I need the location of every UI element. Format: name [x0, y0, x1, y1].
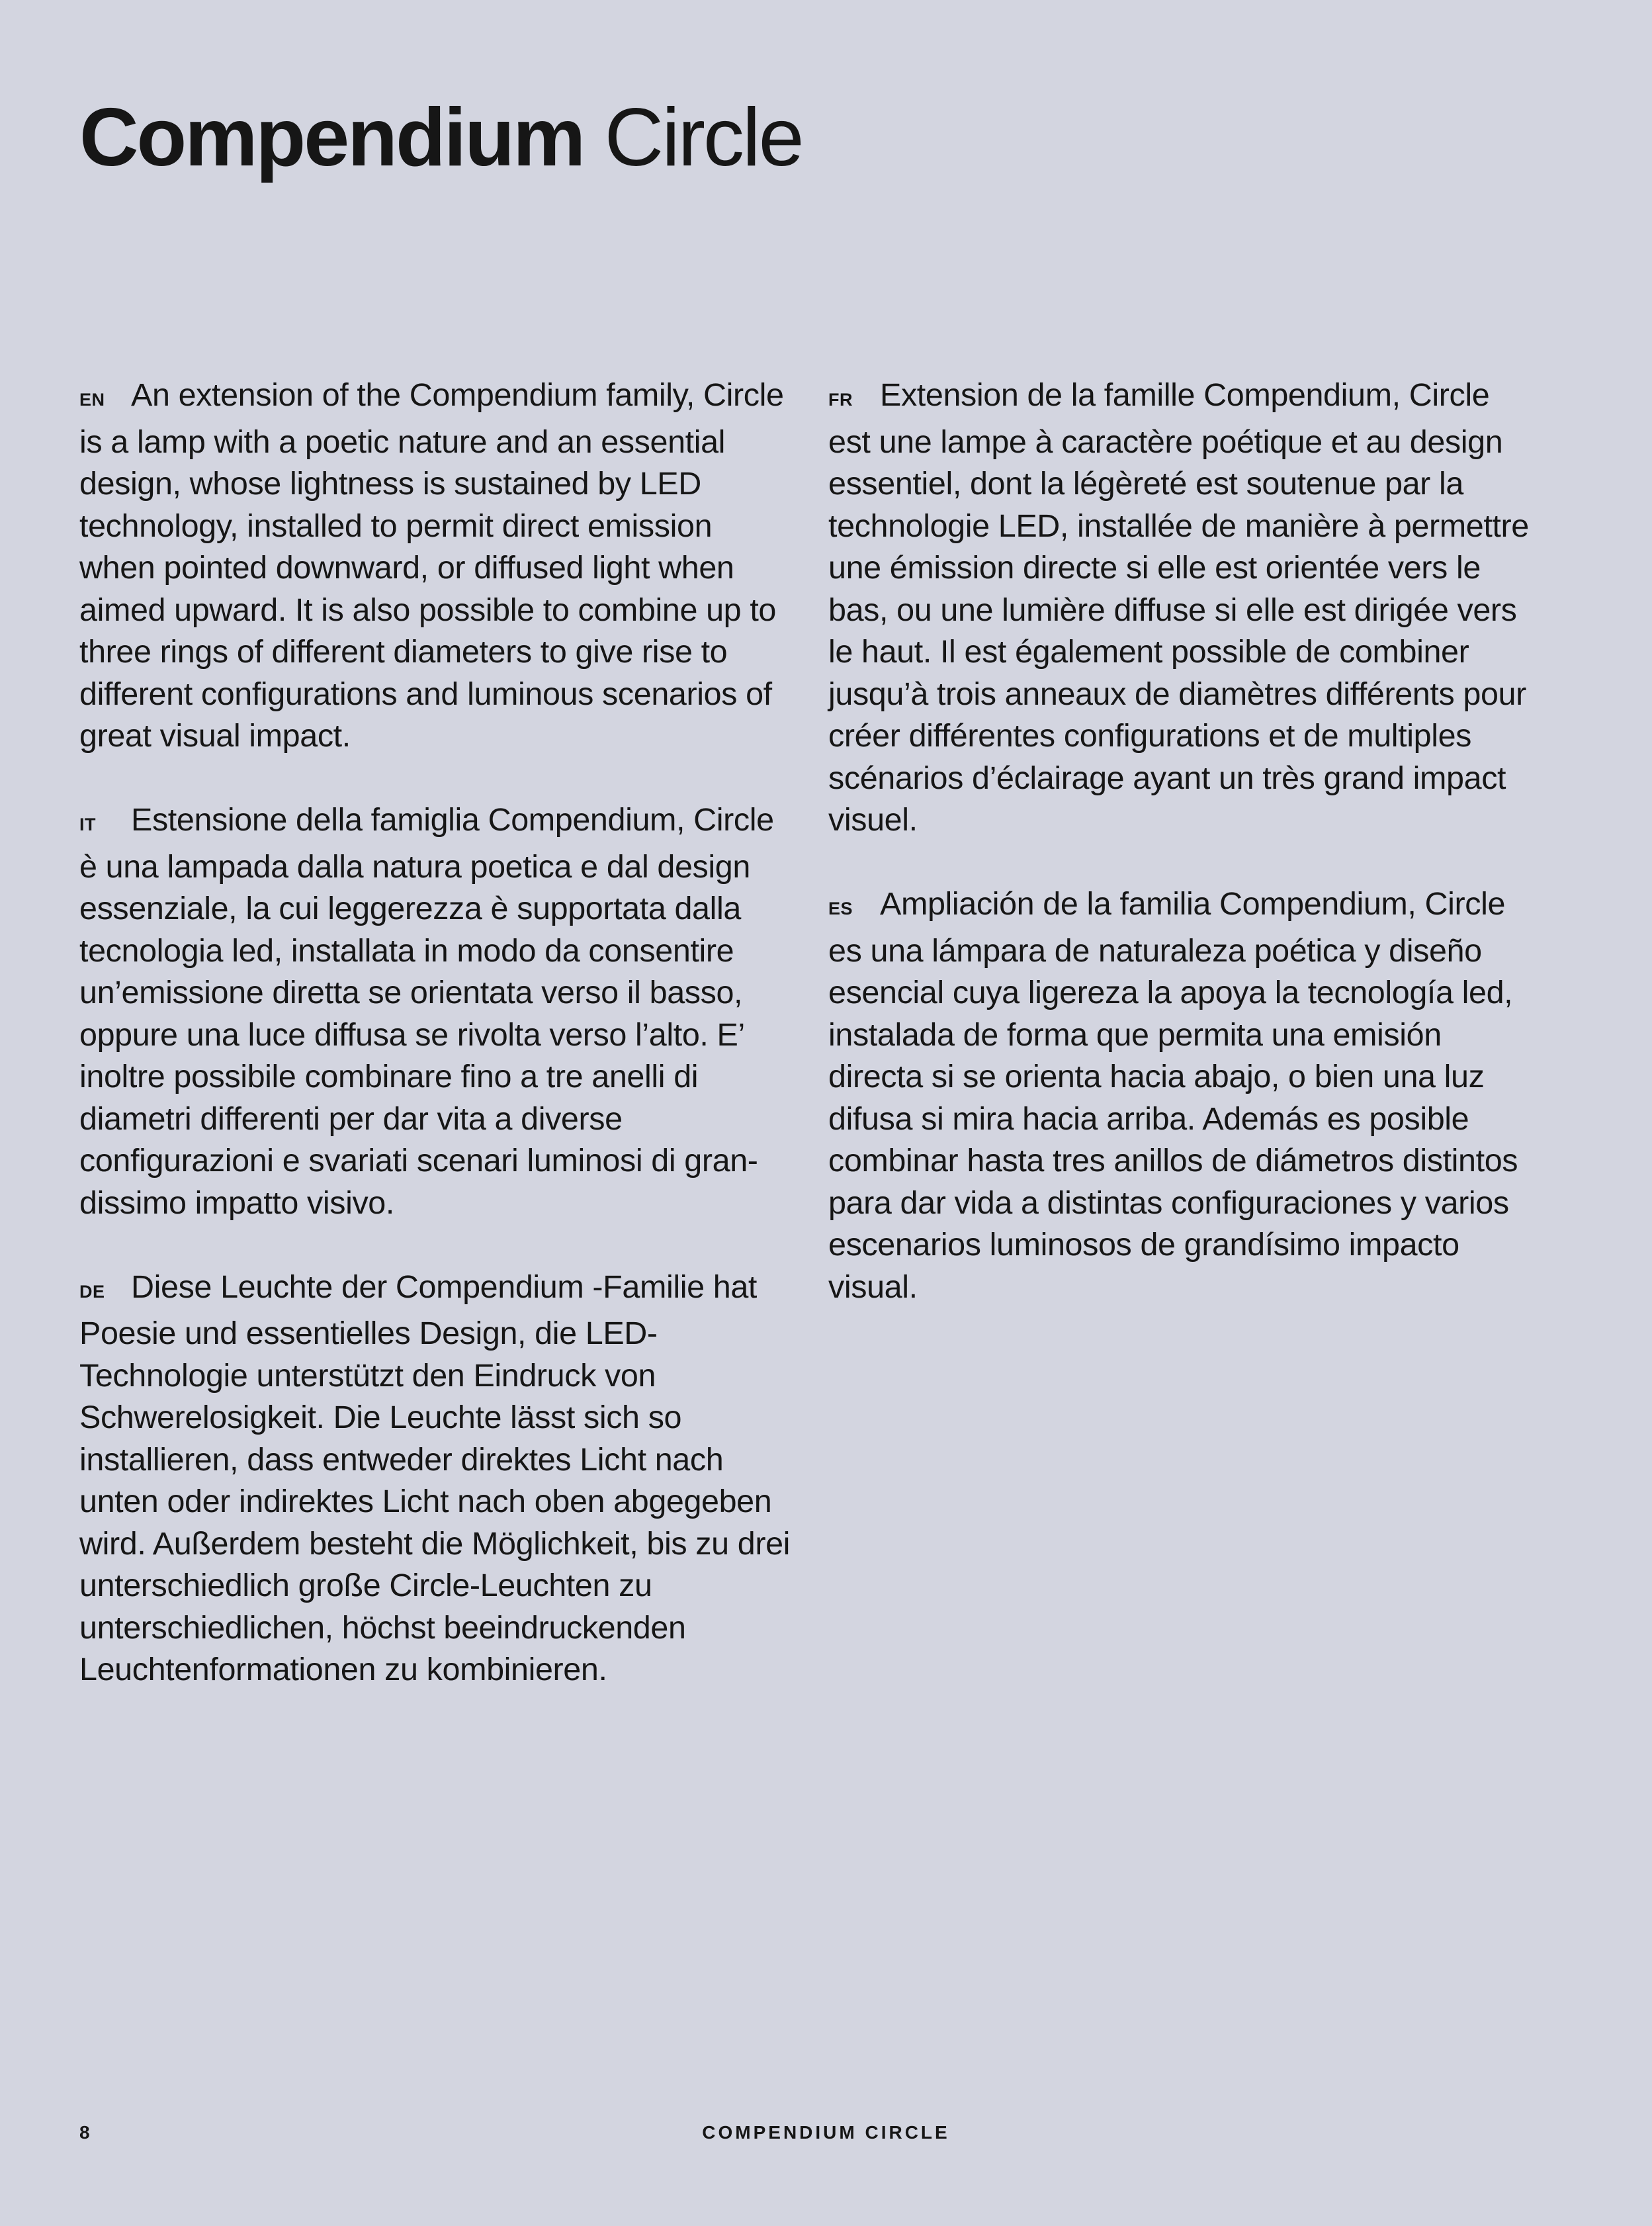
body-text-fr: Extension de la famille Compendium, Circle est une lampe à caractère poétique et au design essentiel, dont la légèreté est soutenue par la technologie LED, installée de manière à permettre une émission directe si elle est orientée vers le bas, ou une lumière diffuse si elle est dirigée vers le haut. Il est également possible de combiner jusqu’à trois anneaux de diamètres différents pour créer différentes configurations et de multiples scénarios d’éclairage ayant un très grand impact visuel.	[828, 377, 1529, 838]
section-de	[79, 1267, 791, 1691]
section-es	[828, 883, 1540, 1308]
running-title: COMPENDIUM CIRCLE	[702, 2122, 950, 2143]
page-title	[79, 93, 803, 183]
page-number: 8	[79, 2122, 90, 2143]
language-code-en: EN	[79, 390, 105, 410]
section-en	[79, 375, 791, 758]
language-code-it: IT	[79, 815, 96, 834]
language-code-de: DE	[79, 1281, 105, 1302]
title-bold: Compendium	[79, 92, 584, 183]
section-fr	[828, 375, 1540, 842]
section-it	[79, 799, 791, 1224]
body-text-es: Ampliación de la familia Compendium, Circle es una lámpara de naturaleza poética y diseño esencial cuya ligereza la apoya la tecnología led, instalada de forma que permita una emisión directa si se orienta hacia abajo, o bien una luz difusa si mira hacia arriba. Además es posible combinar hasta tres anillos de diámetros distintos para dar vida a distintas configuraciones y varios escenarios luminosos de grandísimo impacto visual.	[828, 886, 1518, 1305]
body-text-en: An extension of the Compendium family, Circle is a lamp with a poetic nature and an essential design, whose lightness is sustained by LED technology, installed to permit direct emission when pointed downward, or diffused light when aimed upward. It is also possible to combine up to three rings of different diameters to give rise to different configurations and luminous scenarios of great visual impact.	[79, 377, 784, 754]
language-code-fr: FR	[828, 390, 853, 410]
body-text-de: Diese Leuchte der Compendium -Familie hat Poesie und essentielles Design, die LED-Technologie unterstützt den Eindruck von Schwerelosigkeit. Die Leuchte lässt sich so installieren, dass entweder direktes Licht nach unten oder indirektes Licht nach oben abgegeben wird. Außerdem besteht die Möglichkeit, bis zu drei unterschiedlich große Circle-Leuchten zu unterschiedlichen, höchst beeindruckenden Leuchtenformationen zu kombinieren.	[79, 1269, 791, 1687]
left-column	[79, 375, 791, 1691]
body-text-it: Estensione della famiglia Compendium, Circle è una lampada dalla natura poetica e dal design essenziale, la cui leggerezza è supportata dalla tecnologia led, installata in modo da consentire un’emissione diretta se orientata verso il basso, oppure una luce diffusa se rivolta verso l’alto. E’ inoltre possibile combinare fino a tre anelli di diametri differenti per dar vita a diverse configurazioni e svariati scenari luminosi di grandissimo impatto visivo.	[79, 802, 774, 1221]
title-light: Circle	[604, 92, 803, 183]
right-column	[828, 375, 1540, 1308]
language-code-es: ES	[828, 899, 853, 918]
